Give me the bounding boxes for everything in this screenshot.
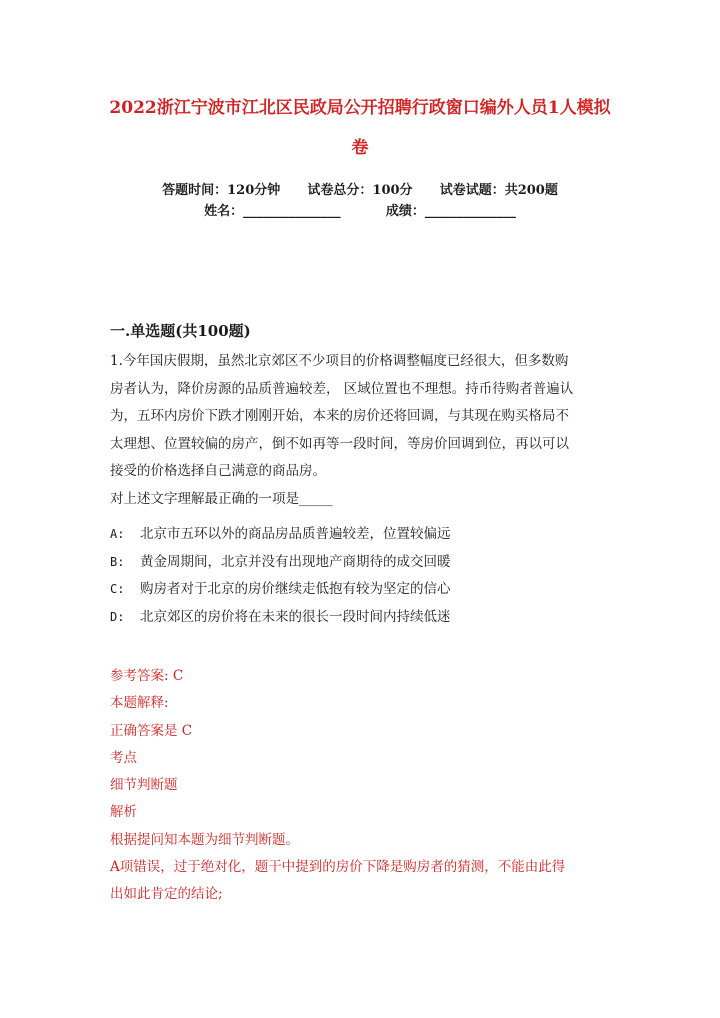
stem-line: 为，五环内房价下跌才刚刚开始，本来的房价还将回调，与其现在购买格局不 <box>110 408 569 424</box>
option-text: 购房者对于北京的房价继续走低抱有较为坚定的信心 <box>140 581 451 597</box>
exam-total-score: 试卷总分：100分 <box>307 183 413 198</box>
score-blank: ______________ <box>424 204 516 219</box>
analysis-line: 根据提问知本题为细节判断题。 <box>110 831 299 848</box>
option-a <box>110 521 612 549</box>
candidate-info-row <box>0 201 720 223</box>
option-key: C: <box>110 582 125 596</box>
option-b <box>110 549 612 577</box>
title-line-2: 卷 <box>351 138 369 158</box>
jiexi-label: 解析 <box>110 804 137 821</box>
exam-time: 答题时间：120分钟 <box>162 183 281 198</box>
option-list <box>110 521 612 631</box>
exam-title <box>100 88 620 168</box>
option-d <box>110 604 612 632</box>
option-c <box>110 576 612 604</box>
analysis-line: A项错误，过于绝对化，题干中提到的房价下降是购房者的猜测，不能由此得 <box>110 859 566 876</box>
kaodian-label: 考点 <box>110 749 137 766</box>
stem-line: 太理想、位置较偏的房产，倒不如再等一段时间，等房价回调到位，再以可以 <box>110 435 569 452</box>
analysis-line: 出如此肯定的结论; <box>110 886 223 903</box>
question-prompt: 对上述文字理解最正确的一项是_____ <box>110 490 333 507</box>
kaodian-value: 细节判断题 <box>110 777 178 794</box>
option-key: B: <box>110 554 125 569</box>
section-title: 一.单选题(共100题) <box>110 322 251 340</box>
name-label: 姓名： <box>204 204 244 219</box>
answer-block <box>110 663 612 909</box>
option-key: A: <box>110 527 125 541</box>
correct-answer: 正确答案是 C <box>110 722 193 739</box>
stem-line: 房者认为，降价房源的品质普遍较差， 区域位置也不理想。持币待购者普遍认 <box>110 380 574 397</box>
exam-info-row <box>0 180 720 202</box>
explanation-label: 本题解释: <box>110 695 169 712</box>
question-stem <box>110 348 612 513</box>
stem-line: 接受的价格选择自己满意的商品房。 <box>110 463 326 479</box>
option-key: D: <box>110 609 125 624</box>
option-text: 黄金周期间，北京并没有出现地产商期待的成交回暖 <box>140 553 451 570</box>
option-text: 北京郊区的房价将在未来的很长一段时间内持续低迷 <box>140 608 451 625</box>
name-blank: _______________ <box>243 204 341 219</box>
reference-answer: 参考答案: C <box>110 668 184 684</box>
title-line-1: 2022浙江宁波市江北区民政局公开招聘行政窗口编外人员1人模拟 <box>109 98 611 118</box>
option-text: 北京市五环以外的商品房品质普遍较差，位置较偏远 <box>140 526 451 542</box>
exam-question-count: 试卷试题：共200题 <box>439 183 558 198</box>
score-label: 成绩： <box>385 204 425 219</box>
stem-line: 1.今年国庆假期，虽然北京郊区不少项目的价格调整幅度已经很大，但多数购 <box>110 353 569 369</box>
